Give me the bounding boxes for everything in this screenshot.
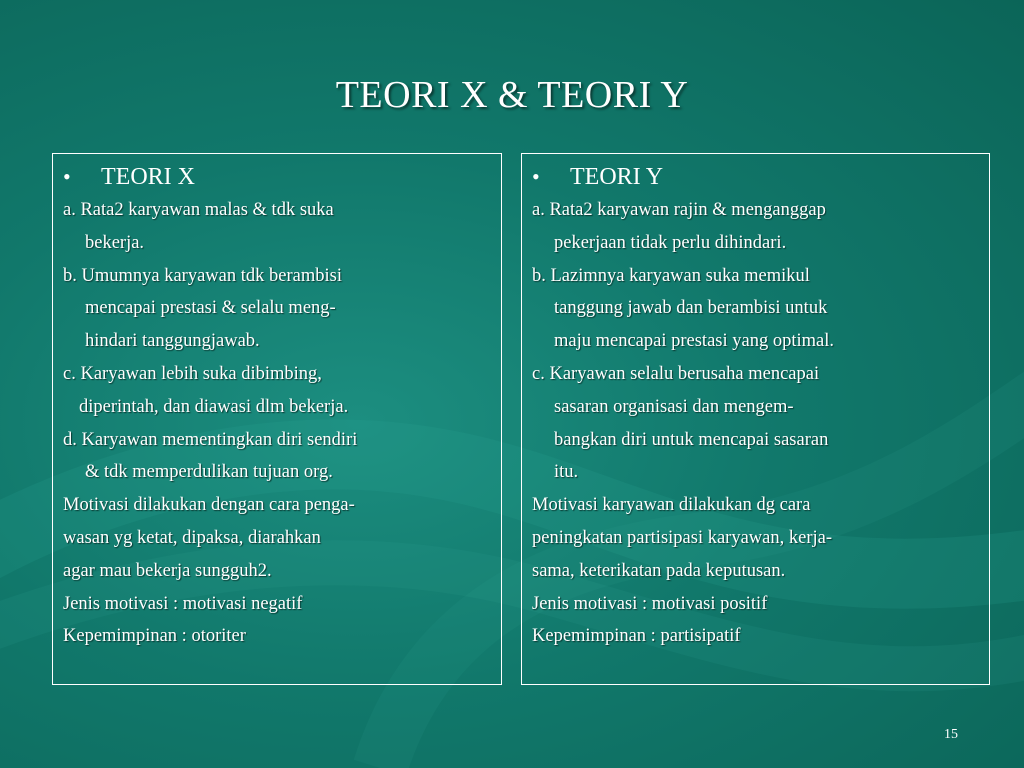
bullet-icon: •	[63, 164, 71, 189]
theory-y-line: bangkan diri untuk mencapai sasaran	[554, 429, 829, 450]
theory-x-line: & tdk memperdulikan tujuan org.	[85, 462, 333, 483]
theory-y-line: a. Rata2 karyawan rajin & menganggap	[532, 200, 826, 220]
theory-x-line: agar mau bekerja sungguh2.	[63, 560, 272, 581]
theory-y-heading: TEORI Y	[570, 164, 664, 190]
theory-y-line: Kepemimpinan : partisipatif	[532, 626, 741, 647]
theory-y-line: sama, keterikatan pada keputusan.	[532, 560, 786, 581]
theory-x-heading-row	[63, 160, 491, 194]
theory-x-line: diperintah, dan diawasi dlm bekerja.	[79, 396, 349, 417]
bullet-icon: •	[532, 164, 540, 189]
theory-x-line: a. Rata2 karyawan malas & tdk suka	[63, 200, 334, 220]
theory-x-line: mencapai prestasi & selalu meng-	[85, 298, 336, 319]
theory-x-line: Jenis motivasi : motivasi negatif	[63, 593, 303, 614]
theory-x-line: c. Karyawan lebih suka dibimbing,	[63, 363, 322, 384]
theory-x-line: Motivasi dilakukan dengan cara penga-	[63, 495, 355, 516]
theory-y-panel	[521, 153, 990, 685]
theory-x-line: wasan yg ketat, dipaksa, diarahkan	[63, 527, 321, 548]
theory-x-heading: TEORI X	[101, 164, 195, 190]
theory-y-line: maju mencapai prestasi yang optimal.	[554, 331, 834, 352]
theory-y-line: itu.	[554, 462, 579, 483]
theory-y-line: b. Lazimnya karyawan suka memikul	[532, 265, 810, 286]
theory-x-line: Kepemimpinan : otoriter	[63, 626, 246, 647]
page-number: 15	[944, 727, 958, 742]
theory-x-line: b. Umumnya karyawan tdk berambisi	[63, 265, 342, 286]
theory-y-line: pekerjaan tidak perlu dihindari.	[554, 232, 787, 253]
theory-y-line: sasaran organisasi dan mengem-	[554, 396, 794, 417]
theory-y-line: c. Karyawan selalu berusaha mencapai	[532, 363, 820, 384]
theory-x-panel	[52, 153, 502, 685]
slide-title: TEORI X & TEORI Y	[335, 74, 689, 116]
theory-y-heading-row	[532, 160, 979, 194]
theory-y-line: tanggung jawab dan berambisi untuk	[554, 298, 828, 319]
theory-y-line: peningkatan partisipasi karyawan, kerja-	[532, 527, 832, 548]
theory-y-line: Motivasi karyawan dilakukan dg cara	[532, 495, 811, 516]
theory-y-line: Jenis motivasi : motivasi positif	[532, 593, 768, 614]
theory-x-line: hindari tanggungjawab.	[85, 331, 260, 352]
theory-x-line: bekerja.	[85, 232, 145, 253]
theory-x-line: d. Karyawan mementingkan diri sendiri	[63, 429, 358, 450]
